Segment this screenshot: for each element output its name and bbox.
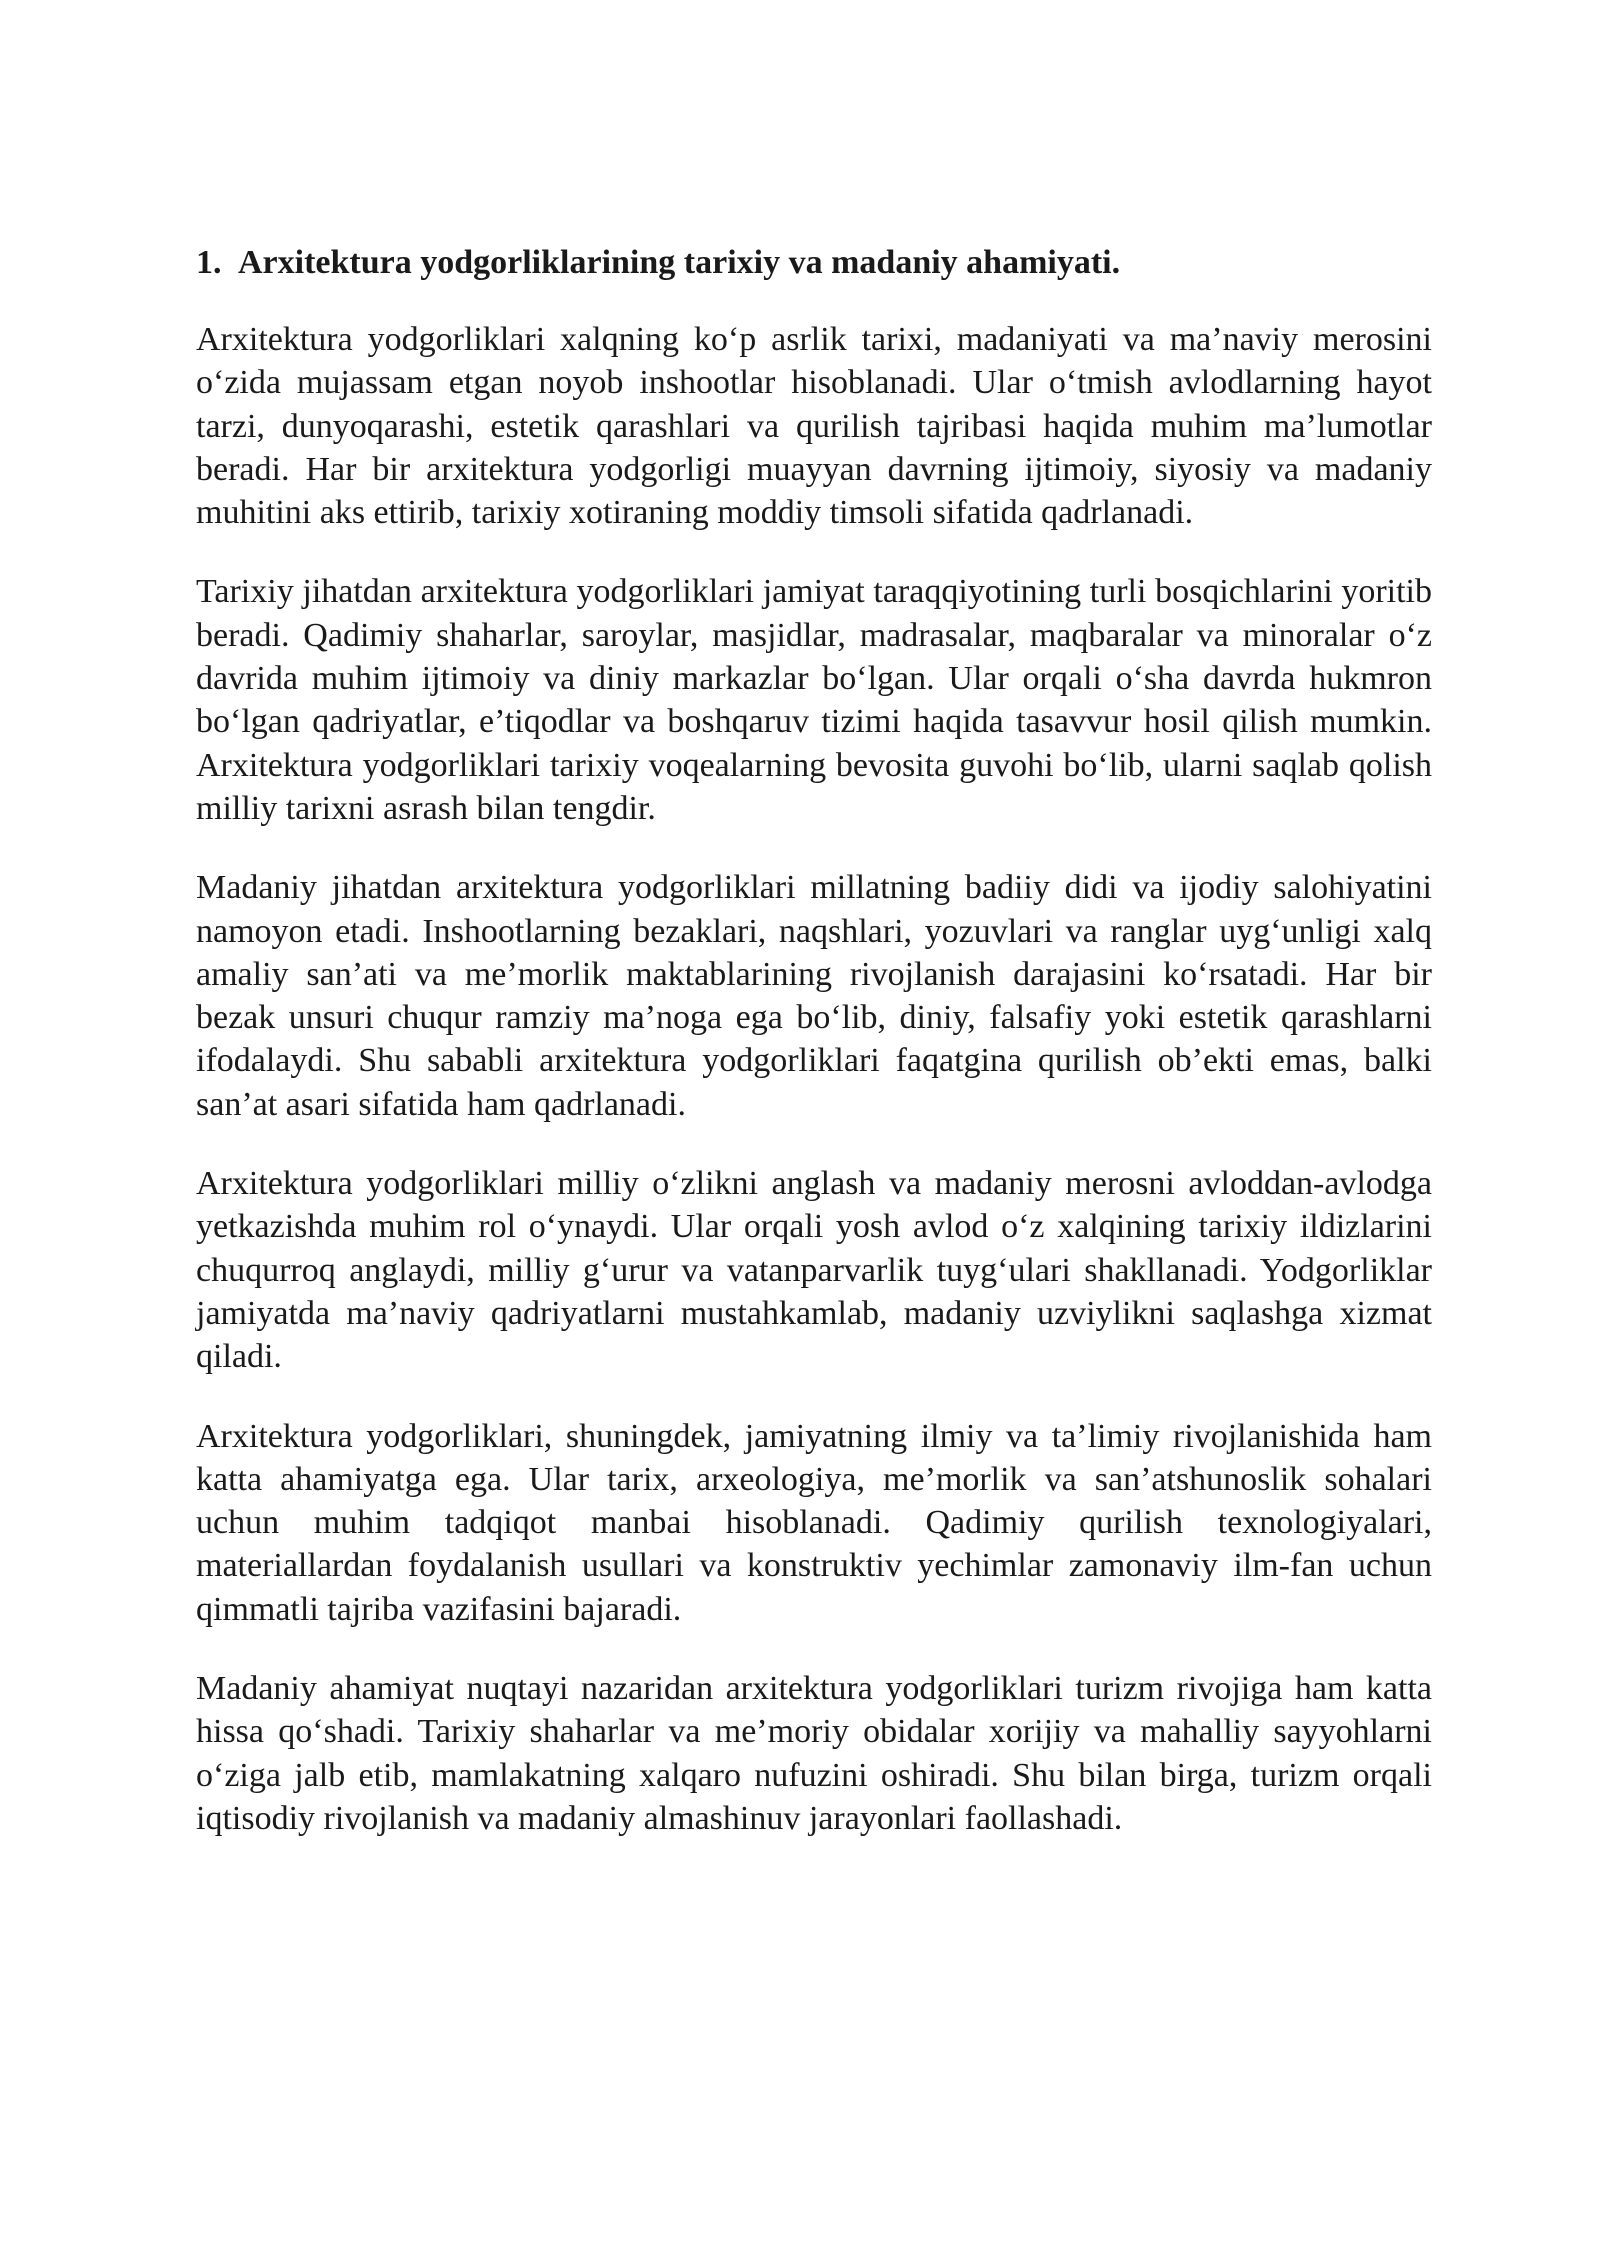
heading-number: 1. xyxy=(196,244,222,281)
paragraph-6: Madaniy ahamiyat nuqtayi nazaridan arxitektura yodgorliklari turizm rivojiga ham katta hissa qo‘shadi. Tarixiy shaharlar va me’moriy obidalar xorijiy va mahalliy sayyohlarni o‘ziga jalb etib, mamlakatning xalqaro nufuzini oshiradi. Shu bilan birga, turizm orqali iqtisodiy rivojlanish va madaniy almashinuv jarayonlari faollashadi. xyxy=(196,1670,1432,1837)
paragraph-4: Arxitektura yodgorliklari milliy o‘zlikni anglash va madaniy merosni avloddan-avlodga yetkazishda muhim rol o‘ynaydi. Ular orqali yosh avlod o‘z xalqining tarixiy ildizlarini chuqurroq anglaydi, milliy g‘urur va vatanparvarlik tuyg‘ulari shakllanadi. Yodgorliklar jamiyatda ma’naviy qadriyatlarni mustahkamlab, madaniy uzviylikni saqlashga xizmat qiladi. xyxy=(196,1165,1432,1376)
heading-text: Arxitektura yodgorliklarining tarixiy va madaniy ahamiyati. xyxy=(238,244,1121,281)
paragraph-3: Madaniy jihatdan arxitektura yodgorliklari millatning badiiy didi va ijodiy salohiyatini namoyon etadi. Inshootlarning bezaklari, naqshlari, yozuvlari va ranglar uyg‘unligi xalq amaliy san’ati va me’morlik maktablarining rivojlanish darajasini ko‘rsatadi. Har bir bezak unsuri chuqur ramziy ma’noga ega bo‘lib, diniy, falsafiy yoki estetik qarashlarni ifodalaydi. Shu sababli arxitektura yodgorliklari faqatgina qurilish ob’ekti emas, balki san’at asari sifatida ham qadrlanadi. xyxy=(196,869,1432,1123)
paragraph-1: Arxitektura yodgorliklari xalqning ko‘p asrlik tarixi, madaniyati va ma’naviy merosini o‘zida mujassam etgan noyob inshootlar hisoblanadi. Ular o‘tmish avlodlarning hayot tarzi, dunyoqarashi, estetik qarashlari va qurilish tajribasi haqida muhim ma’lumotlar beradi. Har bir arxitektura yodgorligi muayyan davrning ijtimoiy, siyosiy va madaniy muhitini aks ettirib, tarixiy xotiraning moddiy timsoli sifatida qadrlanadi. xyxy=(196,321,1432,532)
document-page xyxy=(196,236,1432,1876)
paragraph-2: Tarixiy jihatdan arxitektura yodgorliklari jamiyat taraqqiyotining turli bosqichlarini yoritib beradi. Qadimiy shaharlar, saroylar, masjidlar, madrasalar, maqbaralar va minoralar o‘z davrida muhim ijtimoiy va diniy markazlar bo‘lgan. Ular orqali o‘sha davrda hukmron bo‘lgan qadriyatlar, e’tiqodlar va boshqaruv tizimi haqida tasavvur hosil qilish mumkin. Arxitektura yodgorliklari tarixiy voqealarning bevosita guvohi bo‘lib, ularni saqlab qolish milliy tarixni asrash bilan tengdir. xyxy=(196,573,1432,827)
paragraph-5: Arxitektura yodgorliklari, shuningdek, jamiyatning ilmiy va ta’limiy rivojlanishida ham katta ahamiyatga ega. Ular tarix, arxeologiya, me’morlik va san’atshunoslik sohalari uchun muhim tadqiqot manbai hisoblanadi. Qadimiy qurilish texnologiyalari, materiallardan foydalanish usullari va konstruktiv yechimlar zamonaviy ilm-fan uchun qimmatli tajriba vazifasini bajaradi. xyxy=(196,1417,1432,1628)
section-heading xyxy=(196,236,1432,290)
